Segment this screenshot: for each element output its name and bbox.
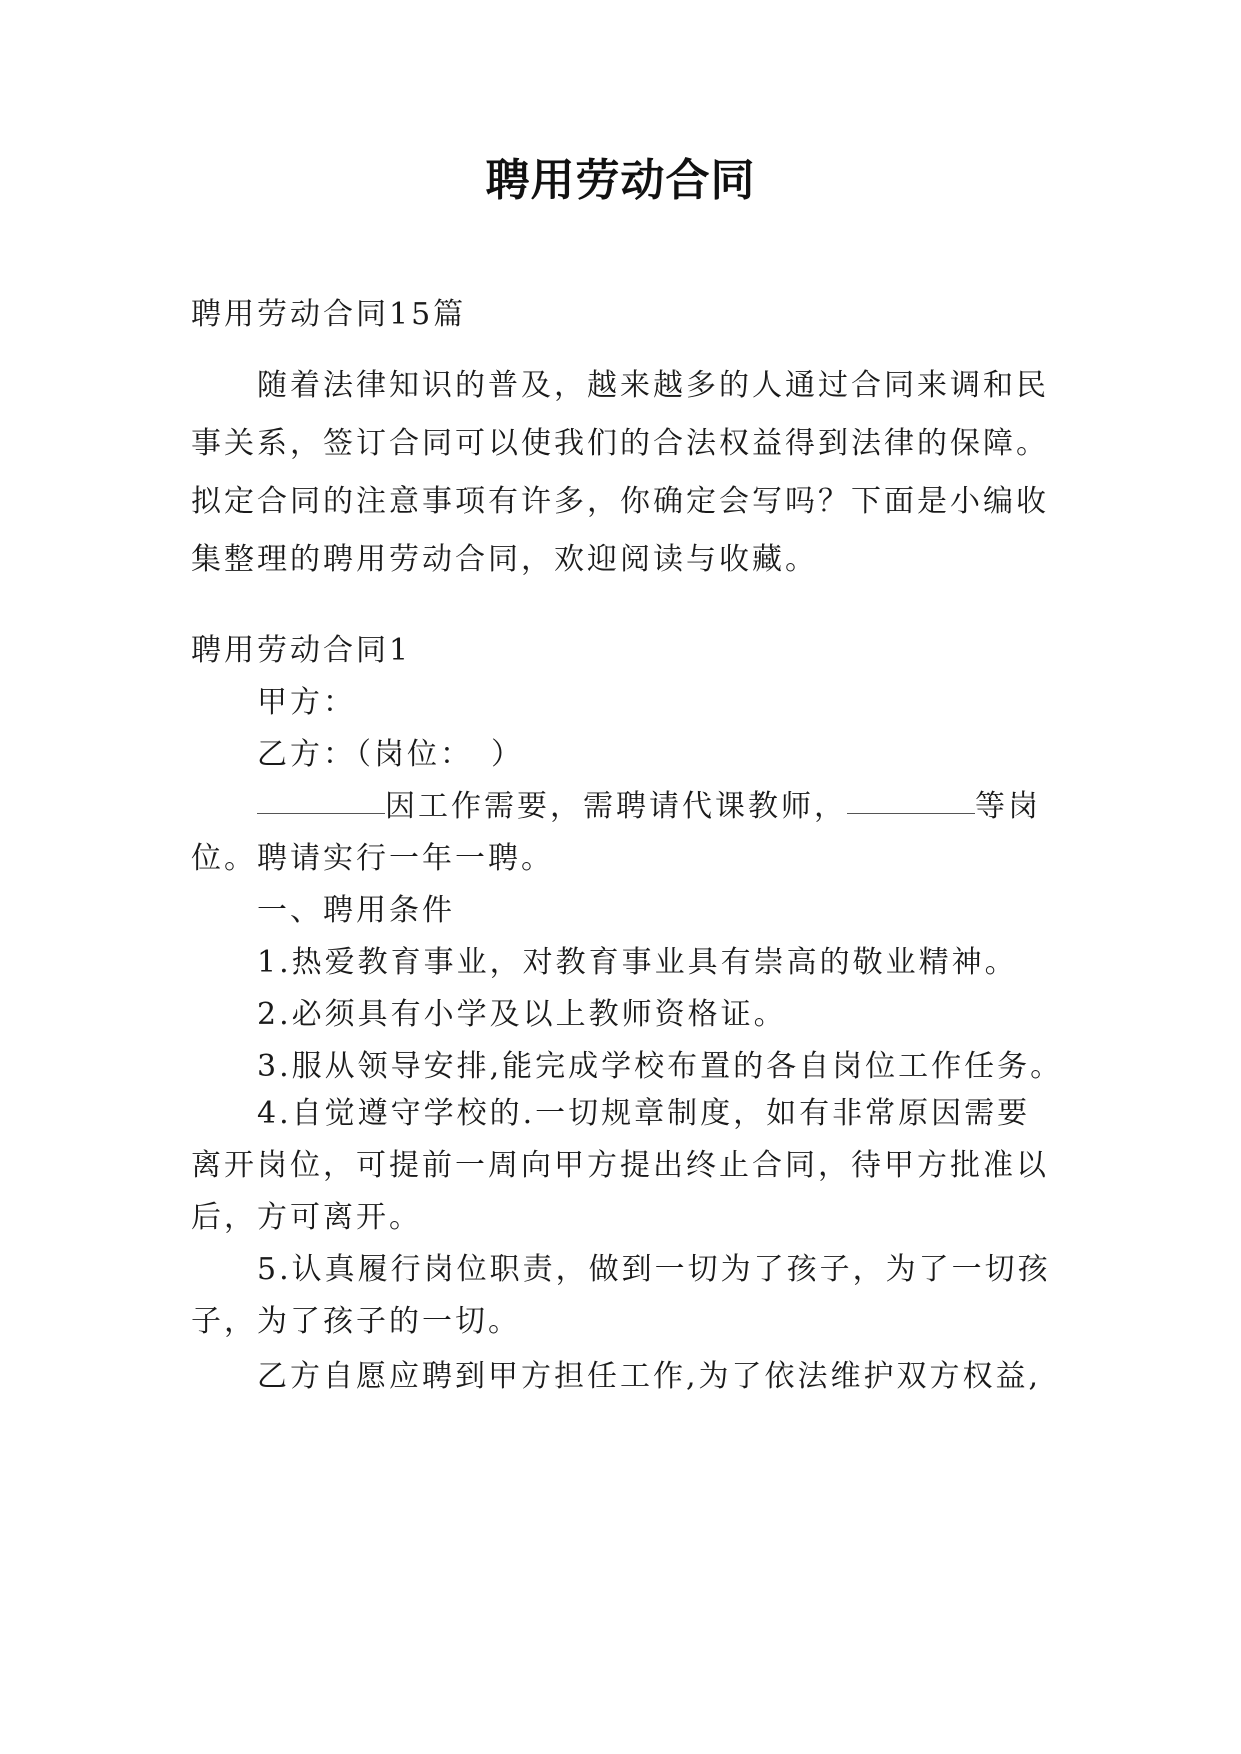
conditions-heading: 一、聘用条件: [257, 893, 455, 928]
document-title: 聘用劳动合同: [485, 155, 756, 206]
recruit-line: [257, 778, 1061, 836]
condition-item-1: 1.热爱教育事业，对教育事业具有崇高的敬业精神。: [257, 945, 1018, 980]
party-a-line: 甲方：: [257, 685, 356, 720]
recruit-text-2: 等岗: [975, 789, 1041, 824]
blank-field: [847, 789, 975, 814]
condition-item-3: 3.服从领导安排,能完成学校布置的各自岗位工作任务。: [257, 1049, 1064, 1084]
condition-item-5: 5.认真履行岗位职责，做到一切为了孩子，为了一切孩子，为了孩子的一切。: [191, 1252, 1051, 1339]
condition-item-4: 4.自觉遵守学校的.一切规章制度，如有非常原因需要离开岗位，可提前一周向甲方提出终止合同，待甲方批准以后，方可离开。: [191, 1096, 1049, 1235]
recruit-text-1: 因工作需要，需聘请代课教师，: [385, 789, 847, 824]
intro-paragraph: 随着法律知识的普及，越来越多的人通过合同来调和民事关系，签订合同可以使我们的合法权益得到法律的保障。拟定合同的注意事项有许多，你确定会写吗？下面是小编收集整理的聘用劳动合同，欢迎阅读与收藏。: [191, 368, 1049, 577]
document-subtitle: 聘用劳动合同15篇: [191, 297, 467, 332]
party-b-line: 乙方：（岗位： ）: [257, 737, 524, 772]
section-title: 聘用劳动合同1: [191, 633, 412, 668]
recruit-continuation: 位。聘请实行一年一聘。: [191, 841, 554, 876]
blank-field: [257, 789, 385, 814]
closing-paragraph: 乙方自愿应聘到甲方担任工作,为了依法维护双方权益,: [257, 1359, 1042, 1394]
condition-item-2: 2.必须具有小学及以上教师资格证。: [257, 997, 787, 1032]
